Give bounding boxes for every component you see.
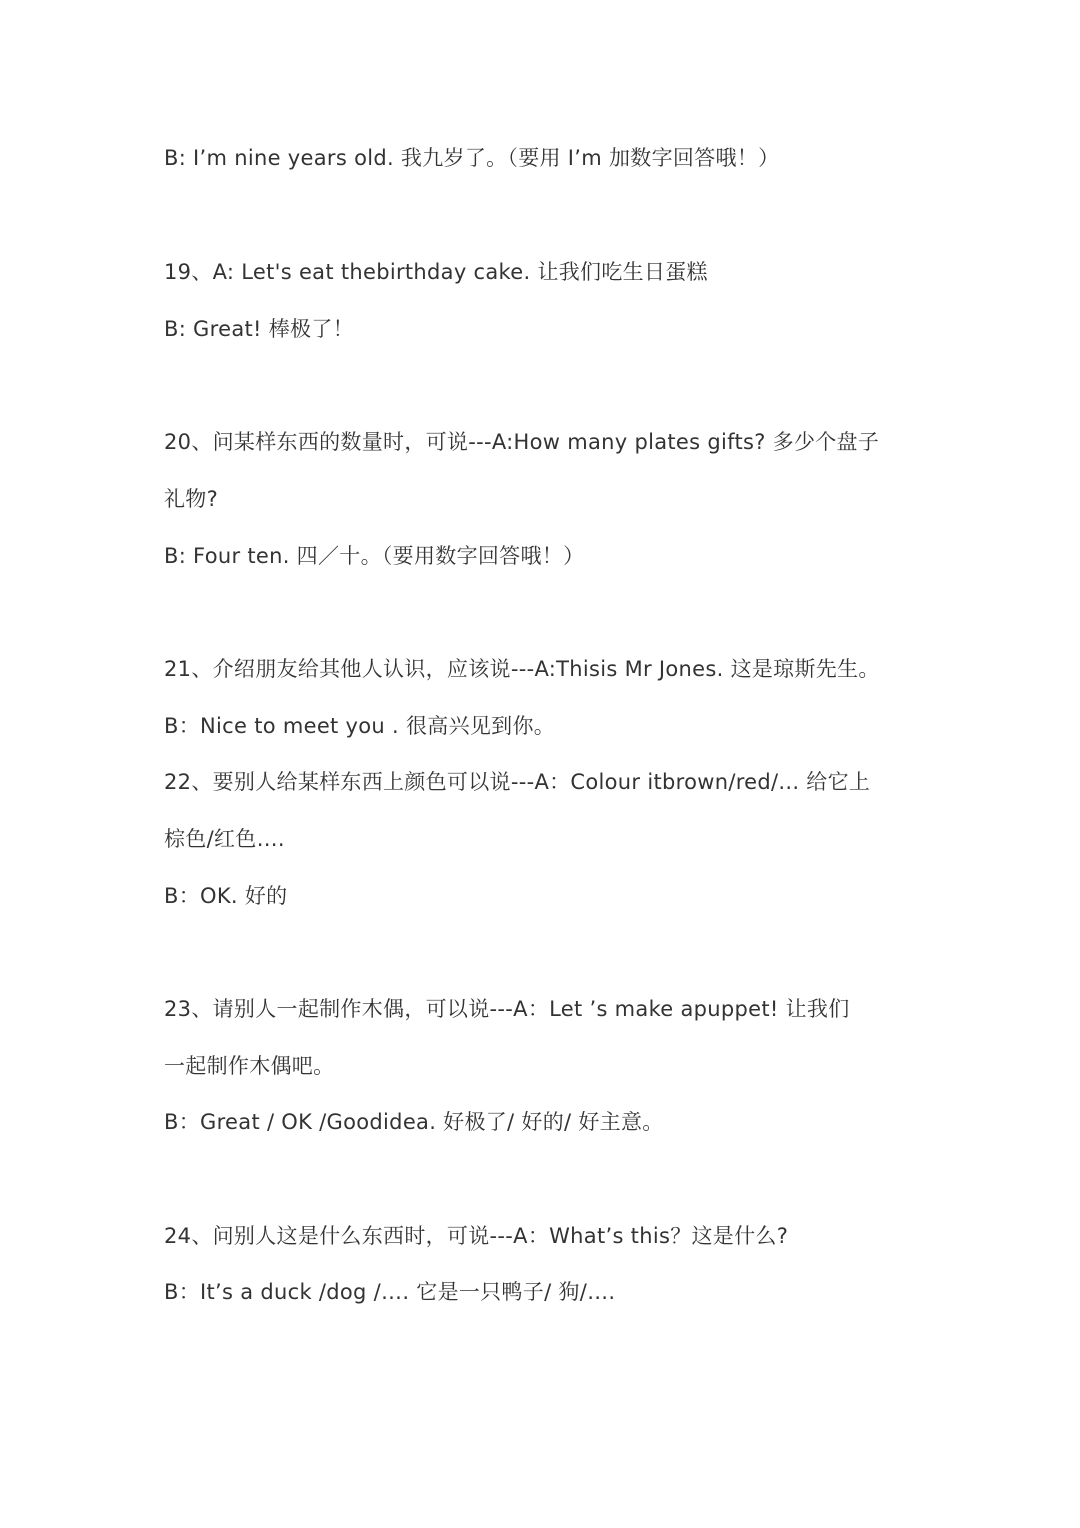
- text-line-21-question: 21、介绍朋友给其他人认识，应该说---A:Thisis Mr Jones. 这是琼斯先生。: [164, 657, 880, 681]
- text-line-19-question: 19、A: Let's eat thebirthday cake. 让我们吃生日蛋糕: [164, 260, 708, 284]
- text-line-19-answer: B: Great! 棒极了！: [164, 317, 354, 341]
- text-line-24-answer: B：It’s a duck /dog /…. 它是一只鸭子/ 狗/….: [164, 1280, 616, 1304]
- text-line-22-question: 22、要别人给某样东西上颜色可以说---A：Colour itbrown/red/... 给它上: [164, 770, 871, 794]
- text-line-20-question: 20、问某样东西的数量时，可说---A:How many plates gifts? 多少个盘子: [164, 430, 880, 454]
- text-line-21-answer: B：Nice to meet you . 很高兴见到你。: [164, 714, 556, 738]
- text-line-20-answer: B: Four ten. 四／十。（要用数字回答哦！）: [164, 544, 585, 568]
- text-line-23-question-cont: 一起制作木偶吧。: [164, 1054, 335, 1078]
- text-line-20-question-cont: 礼物?: [164, 487, 219, 511]
- text-line-22-answer: B：OK. 好的: [164, 884, 288, 908]
- text-line-23-answer: B：Great / OK /Goodidea. 好极了/ 好的/ 好主意。: [164, 1110, 664, 1134]
- text-line-23-question: 23、请别人一起制作木偶，可以说---A：Let ’s make apuppet! 让我们: [164, 997, 850, 1021]
- text-line-24-question: 24、问别人这是什么东西时，可说---A：What’s this？这是什么?: [164, 1224, 789, 1248]
- text-line-age-answer: B: I’m nine years old. 我九岁了。（要用 I’m 加数字回答哦！）: [164, 146, 780, 170]
- text-line-22-question-cont: 棕色/红色….: [164, 827, 285, 851]
